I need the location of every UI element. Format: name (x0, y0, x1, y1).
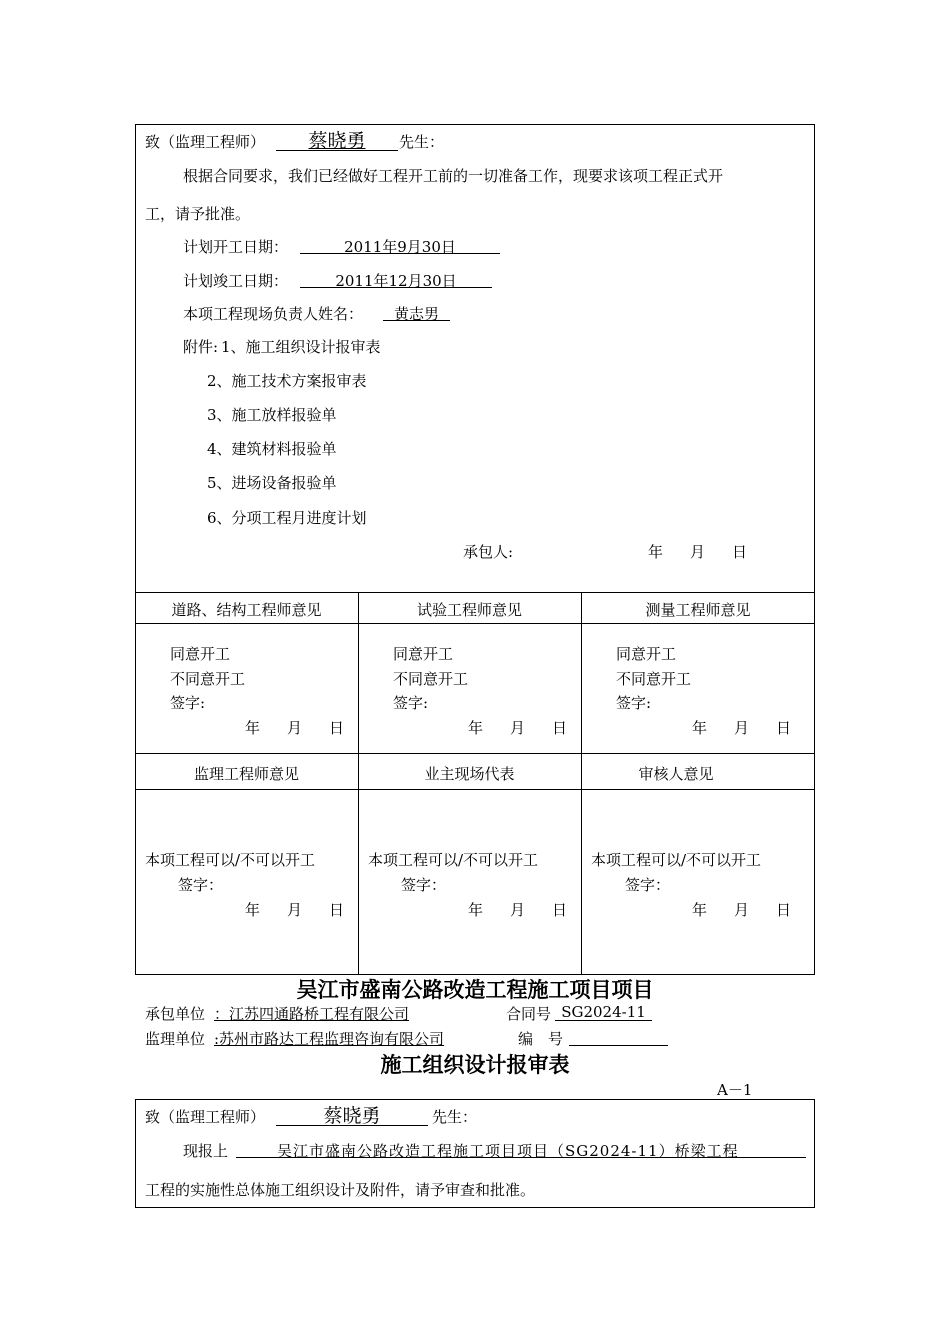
form-code: A－1 (717, 1081, 753, 1099)
agree-option: 同意开工 (170, 645, 231, 663)
date-day: 日 (776, 719, 792, 737)
disagree-option: 不同意开工 (170, 670, 246, 688)
supervisor-label: 监理单位 (145, 1030, 206, 1048)
request-text-line2: 工，请予批准。 (145, 205, 251, 223)
contractor-label: 承包单位 (145, 1005, 206, 1023)
serial-no-underline (569, 1045, 668, 1046)
attachment-item: 4、建筑材料报验单 (207, 440, 337, 458)
report-text-line2: 工程的实施性总体施工组织设计及附件，请予审查和批准。 (145, 1181, 536, 1199)
attachments-label: 附件: (183, 338, 219, 356)
contract-no-label: 合同号 (506, 1005, 552, 1023)
lead-underline (383, 320, 450, 321)
date-month: 月 (690, 543, 706, 561)
addressee-suffix: 先生： (399, 133, 445, 151)
addressee-prefix: 致（监理工程师） (145, 1108, 266, 1126)
contractor-value: ：江苏四通路桥工程有限公司 (214, 1005, 410, 1023)
signature-label: 签字： (178, 876, 224, 894)
start-underline (300, 253, 500, 254)
date-day: 日 (552, 901, 568, 919)
date-month: 月 (510, 901, 526, 919)
survey-engineer-header: 测量工程师意见 (645, 601, 751, 619)
planned-end-label: 计划竣工日期： (183, 272, 289, 290)
date-year: 年 (468, 719, 484, 737)
approval-statement: 本项工程可以/不可以开工 (368, 851, 539, 869)
site-lead-label: 本项工程现场负责人姓名： (183, 305, 364, 323)
signature-label: 签字: (393, 694, 429, 712)
attachment-item: 6、分项工程月进度计划 (207, 509, 367, 527)
attachment-item: 5、进场设备报验单 (207, 474, 337, 492)
contractor-signature-label: 承包人: (463, 543, 514, 561)
project-title: 吴江市盛南公路改造工程施工项目项目 (296, 978, 654, 1002)
date-day: 日 (732, 543, 748, 561)
addressee-suffix: 先生： (432, 1108, 478, 1126)
signature-label: 签字： (625, 876, 671, 894)
divider (135, 789, 815, 790)
disagree-option: 不同意开工 (393, 670, 469, 688)
report-value: 吴江市盛南公路改造工程施工项目项目（SG2024-11）桥梁工程 (277, 1142, 739, 1160)
site-lead-value: 黄志男 (393, 305, 439, 323)
addressee-prefix: 致（监理工程师） (145, 133, 266, 151)
approval-statement: 本项工程可以/不可以开工 (145, 851, 316, 869)
end-underline (300, 287, 492, 288)
approval-statement: 本项工程可以/不可以开工 (591, 851, 762, 869)
divider (135, 592, 815, 593)
engineer-name: 蔡晓勇 (323, 1105, 381, 1127)
disagree-option: 不同意开工 (616, 670, 692, 688)
date-year: 年 (648, 543, 664, 561)
signature-label: 签字: (170, 694, 206, 712)
supervisor-value: :苏州市路达工程监理咨询有限公司 (214, 1030, 445, 1048)
engineer-name-text: 蔡晓勇 (308, 130, 366, 152)
name-underline (276, 1125, 428, 1126)
owner-representative-header: 业主现场代表 (424, 765, 515, 783)
contract-no-value: SG2024-11 (561, 1003, 646, 1021)
report-prefix: 现报上 (183, 1142, 229, 1160)
date-year: 年 (468, 901, 484, 919)
report-underline (236, 1157, 806, 1158)
agree-option: 同意开工 (393, 645, 454, 663)
date-day: 日 (329, 719, 345, 737)
planned-end-value: 2011年12月30日 (335, 272, 457, 290)
supervising-engineer-header: 监理工程师意见 (193, 765, 299, 783)
serial-no-label: 编 号 (518, 1030, 564, 1048)
date-day: 日 (776, 901, 792, 919)
form-title: 施工组织设计报审表 (380, 1053, 570, 1077)
date-month: 月 (734, 901, 750, 919)
name-underline (276, 150, 398, 151)
date-month: 月 (510, 719, 526, 737)
planned-start-label: 计划开工日期： (183, 238, 289, 256)
attachment-item: 3、施工放样报验单 (207, 406, 337, 424)
date-day: 日 (552, 719, 568, 737)
date-month: 月 (287, 719, 303, 737)
road-structure-engineer-header: 道路、结构工程师意见 (171, 601, 322, 619)
date-month: 月 (287, 901, 303, 919)
contract-no-underline (555, 1020, 652, 1021)
divider (135, 753, 815, 754)
agree-option: 同意开工 (616, 645, 677, 663)
date-year: 年 (245, 901, 261, 919)
date-year: 年 (692, 719, 708, 737)
attachment-item: 2、施工技术方案报审表 (207, 372, 367, 390)
request-text-line1: 根据合同要求，我们已经做好工程开工前的一切准备工作，现要求该项工程正式开 (183, 167, 724, 185)
signature-label: 签字: (616, 694, 652, 712)
attachment-item: 1、施工组织设计报审表 (221, 338, 381, 356)
date-day: 日 (329, 901, 345, 919)
planned-start-value: 2011年9月30日 (344, 238, 456, 256)
engineer-name (276, 126, 398, 153)
divider (135, 623, 815, 624)
signature-label: 签字： (401, 876, 447, 894)
date-year: 年 (692, 901, 708, 919)
date-year: 年 (245, 719, 261, 737)
test-engineer-header: 试验工程师意见 (416, 601, 522, 619)
date-month: 月 (734, 719, 750, 737)
reviewer-header: 审核人意见 (638, 765, 714, 783)
